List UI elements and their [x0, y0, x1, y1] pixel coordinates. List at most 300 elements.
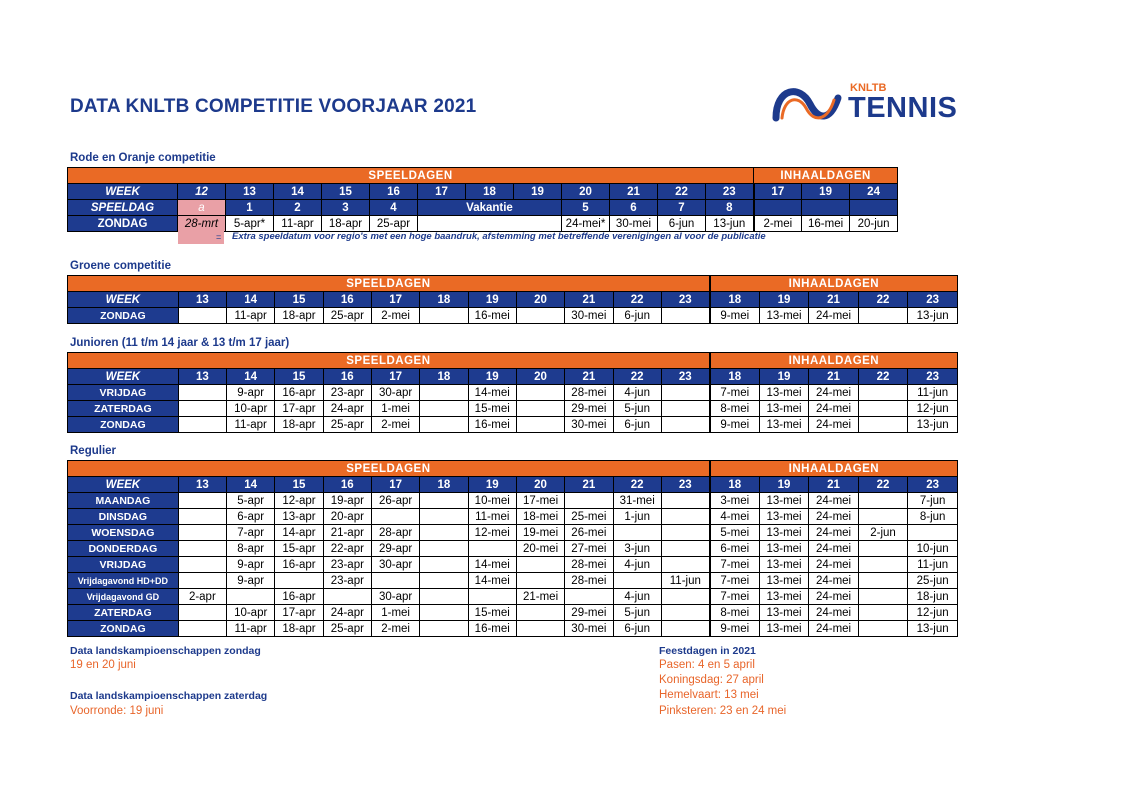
inhaal-date-cell [858, 557, 908, 573]
inhaal-date-cell: 2-jun [858, 525, 908, 541]
row-label: DONDERDAG [68, 541, 179, 557]
week-number-cell: 19 [468, 369, 516, 385]
date-cell [178, 621, 226, 637]
date-cell: 6-jun [613, 417, 661, 433]
date-cell [178, 541, 226, 557]
speeldagen-header: SPEELDAGEN [68, 276, 710, 292]
date-cell: 5-apr* [226, 216, 274, 232]
inhaal-date-cell: 20-jun [850, 216, 898, 232]
week-number-cell: 14 [227, 477, 275, 493]
inhaal-date-cell: 18-jun [908, 589, 958, 605]
legend-text: Extra speeldatum voor regio's met een hoge baandruk, afstemming met betreffende verenigingen al voor de publicatie [232, 231, 766, 242]
week-number-cell: 17 [371, 477, 419, 493]
date-cell: 22-apr [323, 541, 371, 557]
date-cell: 11-jun [661, 573, 709, 589]
date-cell [661, 401, 709, 417]
date-cell: 15-apr [275, 541, 323, 557]
date-cell [178, 308, 226, 324]
inhaal-date-cell: 16-mei [802, 216, 850, 232]
date-cell [516, 621, 564, 637]
date-cell [178, 557, 226, 573]
date-cell [275, 573, 323, 589]
date-cell: 16-mei [468, 621, 516, 637]
date-cell: 30-mei [610, 216, 658, 232]
inhaal-date-cell: 12-jun [908, 401, 958, 417]
date-cell: 15-mei [468, 605, 516, 621]
date-cell: 14-apr [275, 525, 323, 541]
date-cell: 16-apr [275, 589, 323, 605]
date-cell [420, 605, 468, 621]
date-cell [178, 525, 226, 541]
date-cell: 21-apr [323, 525, 371, 541]
inhaal-date-cell [908, 525, 958, 541]
week-number-cell: 23 [706, 184, 754, 200]
inhaal-date-cell: 24-mei [809, 308, 859, 324]
inhaal-date-cell: 8-jun [908, 509, 958, 525]
week-number-cell: 22 [613, 292, 661, 308]
date-cell [178, 401, 226, 417]
inhaal-date-cell: 24-mei [809, 401, 859, 417]
row-label: ZONDAG [68, 216, 178, 232]
date-cell [661, 541, 709, 557]
legend-equals: = [216, 232, 222, 242]
date-cell: 29-apr [371, 541, 419, 557]
date-cell: 18-apr [275, 417, 323, 433]
week-number-cell: 14 [274, 184, 322, 200]
junioren-table [67, 352, 958, 433]
date-cell [178, 573, 226, 589]
speeldag-cell: a [178, 200, 226, 216]
knltb-tennis-logo [770, 78, 958, 130]
week-number-cell: 18 [420, 292, 468, 308]
week-number-cell: 21 [565, 292, 613, 308]
inhaal-date-cell: 13-mei [759, 589, 809, 605]
week-number-cell: 14 [227, 369, 275, 385]
inhaal-week-number-cell: 19 [759, 292, 809, 308]
inhaal-date-cell: 24-mei [809, 509, 859, 525]
date-cell: 5-jun [613, 401, 661, 417]
date-cell [516, 573, 564, 589]
week-number-cell: 23 [661, 369, 709, 385]
speeldag-cell: 5 [562, 200, 610, 216]
date-cell: 18-mei [516, 509, 564, 525]
inhaal-date-cell [858, 589, 908, 605]
week-number-cell: 16 [323, 369, 371, 385]
inhaal-date-cell: 9-mei [710, 308, 760, 324]
inhaal-week-number-cell: 23 [908, 292, 958, 308]
inhaal-date-cell: 13-mei [759, 525, 809, 541]
date-cell: 29-mei [565, 401, 613, 417]
feestdag-item: Hemelvaart: 13 mei [659, 689, 759, 701]
week-number-cell: 21 [565, 369, 613, 385]
inhaal-date-cell: 24-mei [809, 605, 859, 621]
date-cell: 4-jun [613, 589, 661, 605]
week-number-cell: 22 [658, 184, 706, 200]
inhaal-date-cell: 5-mei [710, 525, 760, 541]
date-cell [420, 621, 468, 637]
date-cell: 12-apr [275, 493, 323, 509]
date-cell: 31-mei [613, 493, 661, 509]
regulier-table [67, 460, 958, 637]
inhaal-date-cell: 13-mei [759, 417, 809, 433]
week-number-cell: 15 [275, 369, 323, 385]
date-cell [516, 417, 564, 433]
table-row [68, 401, 958, 417]
inhaal-date-cell: 24-mei [809, 417, 859, 433]
date-cell [516, 308, 564, 324]
inhaal-date-cell: 7-mei [710, 385, 760, 401]
table-row [68, 308, 958, 324]
inhaal-week-number-cell: 21 [809, 477, 859, 493]
week-number-cell: 17 [371, 369, 419, 385]
logo-big-text: TENNIS [848, 92, 958, 124]
date-cell: 1-mei [371, 605, 419, 621]
date-cell [661, 621, 709, 637]
inhaal-date-cell [858, 541, 908, 557]
week-number-cell: 19 [514, 184, 562, 200]
date-cell: 16-mei [468, 308, 516, 324]
date-cell: 8-apr [227, 541, 275, 557]
date-cell: 30-apr [371, 557, 419, 573]
speeldag-cell: 3 [322, 200, 370, 216]
date-cell [178, 605, 226, 621]
date-cell: 28-mrt [178, 216, 226, 232]
week-number-cell: 17 [418, 184, 466, 200]
date-cell [516, 401, 564, 417]
inhaal-date-cell: 7-mei [710, 573, 760, 589]
section-title-regulier: Regulier [70, 445, 117, 457]
inhaal-date-cell [858, 417, 908, 433]
date-cell: 28-apr [371, 525, 419, 541]
row-label: Vrijdagavond HD+DD [68, 573, 179, 589]
week-number-cell: 18 [420, 477, 468, 493]
date-cell: 1-jun [613, 509, 661, 525]
date-cell: 19-apr [323, 493, 371, 509]
date-cell [613, 525, 661, 541]
speeldag-cell: 7 [658, 200, 706, 216]
inhaal-date-cell: 4-mei [710, 509, 760, 525]
date-cell: 20-mei [516, 541, 564, 557]
date-cell [516, 557, 564, 573]
date-cell: 18-apr [275, 308, 323, 324]
speeldag-cell [754, 200, 802, 216]
date-cell: 30-mei [565, 308, 613, 324]
date-cell: 11-mei [468, 509, 516, 525]
date-cell: 30-mei [565, 621, 613, 637]
speeldag-cell: 2 [274, 200, 322, 216]
page-title: DATA KNLTB COMPETITIE VOORJAAR 2021 [70, 96, 477, 117]
inhaaldagen-header: INHAALDAGEN [710, 461, 958, 477]
section-title-junioren: Junioren (11 t/m 14 jaar & 13 t/m 17 jaar) [70, 337, 290, 349]
week-number-cell: 13 [178, 369, 226, 385]
date-cell: 14-mei [468, 557, 516, 573]
date-cell [565, 493, 613, 509]
week-row [68, 292, 958, 308]
date-cell: 11-apr [227, 417, 275, 433]
date-cell: 5-apr [227, 493, 275, 509]
date-cell: 24-apr [323, 605, 371, 621]
week-number-cell: 20 [562, 184, 610, 200]
week-number-cell: 20 [516, 477, 564, 493]
inhaal-date-cell: 24-mei [809, 573, 859, 589]
date-cell: 29-mei [565, 605, 613, 621]
inhaal-date-cell: 13-jun [908, 621, 958, 637]
speeldag-cell: 1 [226, 200, 274, 216]
inhaal-week-number-cell: 21 [809, 292, 859, 308]
date-cell: 10-mei [468, 493, 516, 509]
inhaal-date-cell [858, 493, 908, 509]
date-cell [323, 589, 371, 605]
week-number-cell: 19 [468, 477, 516, 493]
week-number-cell: 15 [275, 477, 323, 493]
date-cell: 25-apr [323, 621, 371, 637]
date-cell [178, 493, 226, 509]
row-label: ZONDAG [68, 308, 179, 324]
date-cell [420, 557, 468, 573]
inhaal-date-cell [858, 385, 908, 401]
inhaal-date-cell: 2-mei [754, 216, 802, 232]
week-number-cell: 15 [322, 184, 370, 200]
date-cell: 17-apr [275, 401, 323, 417]
date-cell [613, 573, 661, 589]
date-cell: 17-mei [516, 493, 564, 509]
row-label: DINSDAG [68, 509, 179, 525]
rode-oranje-table [67, 167, 898, 232]
table-row [68, 589, 958, 605]
date-cell [420, 493, 468, 509]
inhaal-week-number-cell: 23 [908, 369, 958, 385]
inhaal-date-cell: 9-mei [710, 621, 760, 637]
date-cell [661, 605, 709, 621]
week-row [68, 477, 958, 493]
date-cell [565, 589, 613, 605]
date-cell: 6-jun [613, 621, 661, 637]
date-cell: 11-apr [227, 621, 275, 637]
inhaal-date-cell: 8-mei [710, 605, 760, 621]
inhaal-week-number-cell: 18 [710, 477, 760, 493]
speeldag-cell: 8 [706, 200, 754, 216]
date-cell: 26-mei [565, 525, 613, 541]
date-cell: 18-apr [275, 621, 323, 637]
speeldagen-header: SPEELDAGEN [68, 353, 710, 369]
row-label: VRIJDAG [68, 557, 179, 573]
date-cell [661, 589, 709, 605]
date-cell: 7-apr [227, 525, 275, 541]
date-cell: 28-mei [565, 557, 613, 573]
date-cell: 25-apr [323, 308, 371, 324]
date-cell [178, 509, 226, 525]
inhaal-date-cell [858, 621, 908, 637]
inhaal-date-cell [858, 401, 908, 417]
date-cell [420, 417, 468, 433]
row-label: WEEK [68, 184, 178, 200]
date-cell: 9-apr [227, 557, 275, 573]
inhaal-date-cell: 24-mei [809, 525, 859, 541]
date-cell: 10-apr [227, 605, 275, 621]
date-cell: 15-mei [468, 401, 516, 417]
inhaal-date-cell: 13-mei [759, 401, 809, 417]
date-cell: 21-mei [516, 589, 564, 605]
date-cell [420, 509, 468, 525]
date-cell: 1-mei [371, 401, 419, 417]
week-number-cell: 20 [516, 369, 564, 385]
section-title-groene: Groene competitie [70, 260, 171, 272]
date-cell: 26-apr [371, 493, 419, 509]
footer-zondag-title: Data landskampioenschappen zondag [70, 645, 261, 657]
inhaaldagen-header: INHAALDAGEN [754, 168, 898, 184]
inhaal-week-number-cell: 21 [809, 369, 859, 385]
row-label: WEEK [68, 477, 179, 493]
inhaal-date-cell: 13-mei [759, 308, 809, 324]
inhaal-week-number-cell: 19 [759, 477, 809, 493]
inhaal-date-cell: 24-mei [809, 621, 859, 637]
table-row [68, 385, 958, 401]
inhaal-date-cell: 3-mei [710, 493, 760, 509]
date-cell: 23-apr [323, 385, 371, 401]
groene-table [67, 275, 958, 324]
inhaaldagen-header: INHAALDAGEN [710, 276, 958, 292]
table-row [68, 509, 958, 525]
feestdagen-title: Feestdagen in 2021 [659, 645, 756, 657]
week-number-cell: 13 [178, 477, 226, 493]
week-number-cell: 18 [466, 184, 514, 200]
table-row [68, 525, 958, 541]
section-title-rode-oranje: Rode en Oranje competitie [70, 152, 216, 164]
inhaal-date-cell: 24-mei [809, 589, 859, 605]
inhaal-week-number-cell: 22 [858, 477, 908, 493]
date-cell [420, 541, 468, 557]
date-cell [661, 385, 709, 401]
speeldag-row [68, 200, 898, 216]
inhaal-date-cell: 11-jun [908, 385, 958, 401]
week-number-cell: 21 [610, 184, 658, 200]
date-cell: 6-apr [227, 509, 275, 525]
date-cell [420, 525, 468, 541]
inhaal-date-cell: 13-mei [759, 509, 809, 525]
date-cell [420, 573, 468, 589]
date-cell: 17-apr [275, 605, 323, 621]
inhaal-date-cell: 24-mei [809, 385, 859, 401]
row-label: VRIJDAG [68, 385, 179, 401]
week-number-cell: 16 [323, 477, 371, 493]
date-cell: 28-mei [565, 385, 613, 401]
week-number-cell: 21 [565, 477, 613, 493]
week-number-cell: 14 [227, 292, 275, 308]
date-cell: 20-apr [323, 509, 371, 525]
date-cell [516, 385, 564, 401]
date-cell: 25-apr [323, 417, 371, 433]
date-cell: 25-apr [370, 216, 418, 232]
week-number-cell: 13 [178, 292, 226, 308]
date-cell: 6-jun [658, 216, 706, 232]
date-cell [420, 589, 468, 605]
week-number-cell: 13 [226, 184, 274, 200]
inhaal-date-cell [858, 605, 908, 621]
inhaal-date-cell: 9-mei [710, 417, 760, 433]
date-cell: 30-apr [371, 385, 419, 401]
inhaal-date-cell: 13-mei [759, 557, 809, 573]
date-cell [516, 605, 564, 621]
row-label: MAANDAG [68, 493, 179, 509]
date-cell [178, 417, 226, 433]
inhaal-week-number-cell: 19 [802, 184, 850, 200]
date-cell: 6-jun [613, 308, 661, 324]
inhaal-week-number-cell: 19 [759, 369, 809, 385]
feestdag-item: Koningsdag: 27 april [659, 674, 764, 686]
date-cell: 5-jun [613, 605, 661, 621]
row-label: ZONDAG [68, 621, 179, 637]
inhaal-date-cell: 11-jun [908, 557, 958, 573]
table-row [68, 621, 958, 637]
speeldag-cell: 6 [610, 200, 658, 216]
row-label: ZATERDAG [68, 605, 179, 621]
row-label: WEEK [68, 369, 179, 385]
date-cell: 16-apr [275, 385, 323, 401]
date-cell: 11-apr [274, 216, 322, 232]
date-cell [371, 509, 419, 525]
row-label: WEEK [68, 292, 179, 308]
date-cell: 11-apr [227, 308, 275, 324]
date-cell [661, 417, 709, 433]
date-cell [420, 385, 468, 401]
date-cell: 25-mei [565, 509, 613, 525]
table-row [68, 557, 958, 573]
date-cell: 12-mei [468, 525, 516, 541]
row-label: ZATERDAG [68, 401, 179, 417]
date-cell: 24-mei* [562, 216, 610, 232]
date-cell [227, 589, 275, 605]
inhaal-date-cell: 7-mei [710, 557, 760, 573]
date-cell: 4-jun [613, 557, 661, 573]
feestdag-item: Pinksteren: 23 en 24 mei [659, 705, 787, 717]
inhaal-week-number-cell: 18 [710, 292, 760, 308]
date-cell: 24-apr [323, 401, 371, 417]
inhaal-date-cell [858, 509, 908, 525]
date-cell: 30-mei [565, 417, 613, 433]
inhaal-date-cell: 8-mei [710, 401, 760, 417]
inhaal-date-cell: 13-jun [908, 417, 958, 433]
inhaal-date-cell: 13-mei [759, 605, 809, 621]
date-cell: 13-jun [706, 216, 754, 232]
date-cell [661, 525, 709, 541]
date-cell: 9-apr [227, 385, 275, 401]
logo-small-text: KNLTB [850, 82, 887, 94]
inhaal-date-cell: 13-mei [759, 541, 809, 557]
inhaal-week-number-cell: 22 [858, 292, 908, 308]
week-number-cell: 20 [516, 292, 564, 308]
date-cell [420, 401, 468, 417]
date-cell: 19-mei [516, 525, 564, 541]
week-number-cell: 17 [371, 292, 419, 308]
inhaal-date-cell: 13-jun [908, 308, 958, 324]
inhaal-date-cell: 25-jun [908, 573, 958, 589]
date-cell [468, 589, 516, 605]
speeldag-cell [850, 200, 898, 216]
inhaal-date-cell: 13-mei [759, 385, 809, 401]
week-row [68, 369, 958, 385]
date-cell [178, 385, 226, 401]
date-cell: 16-apr [275, 557, 323, 573]
date-cell: 4-jun [613, 385, 661, 401]
table-row [68, 493, 958, 509]
week-number-cell: 12 [178, 184, 226, 200]
week-number-cell: 19 [468, 292, 516, 308]
inhaal-date-cell: 13-mei [759, 493, 809, 509]
row-label: WOENSDAG [68, 525, 179, 541]
date-cell: 14-mei [468, 385, 516, 401]
week-number-cell: 16 [323, 292, 371, 308]
date-cell [420, 308, 468, 324]
